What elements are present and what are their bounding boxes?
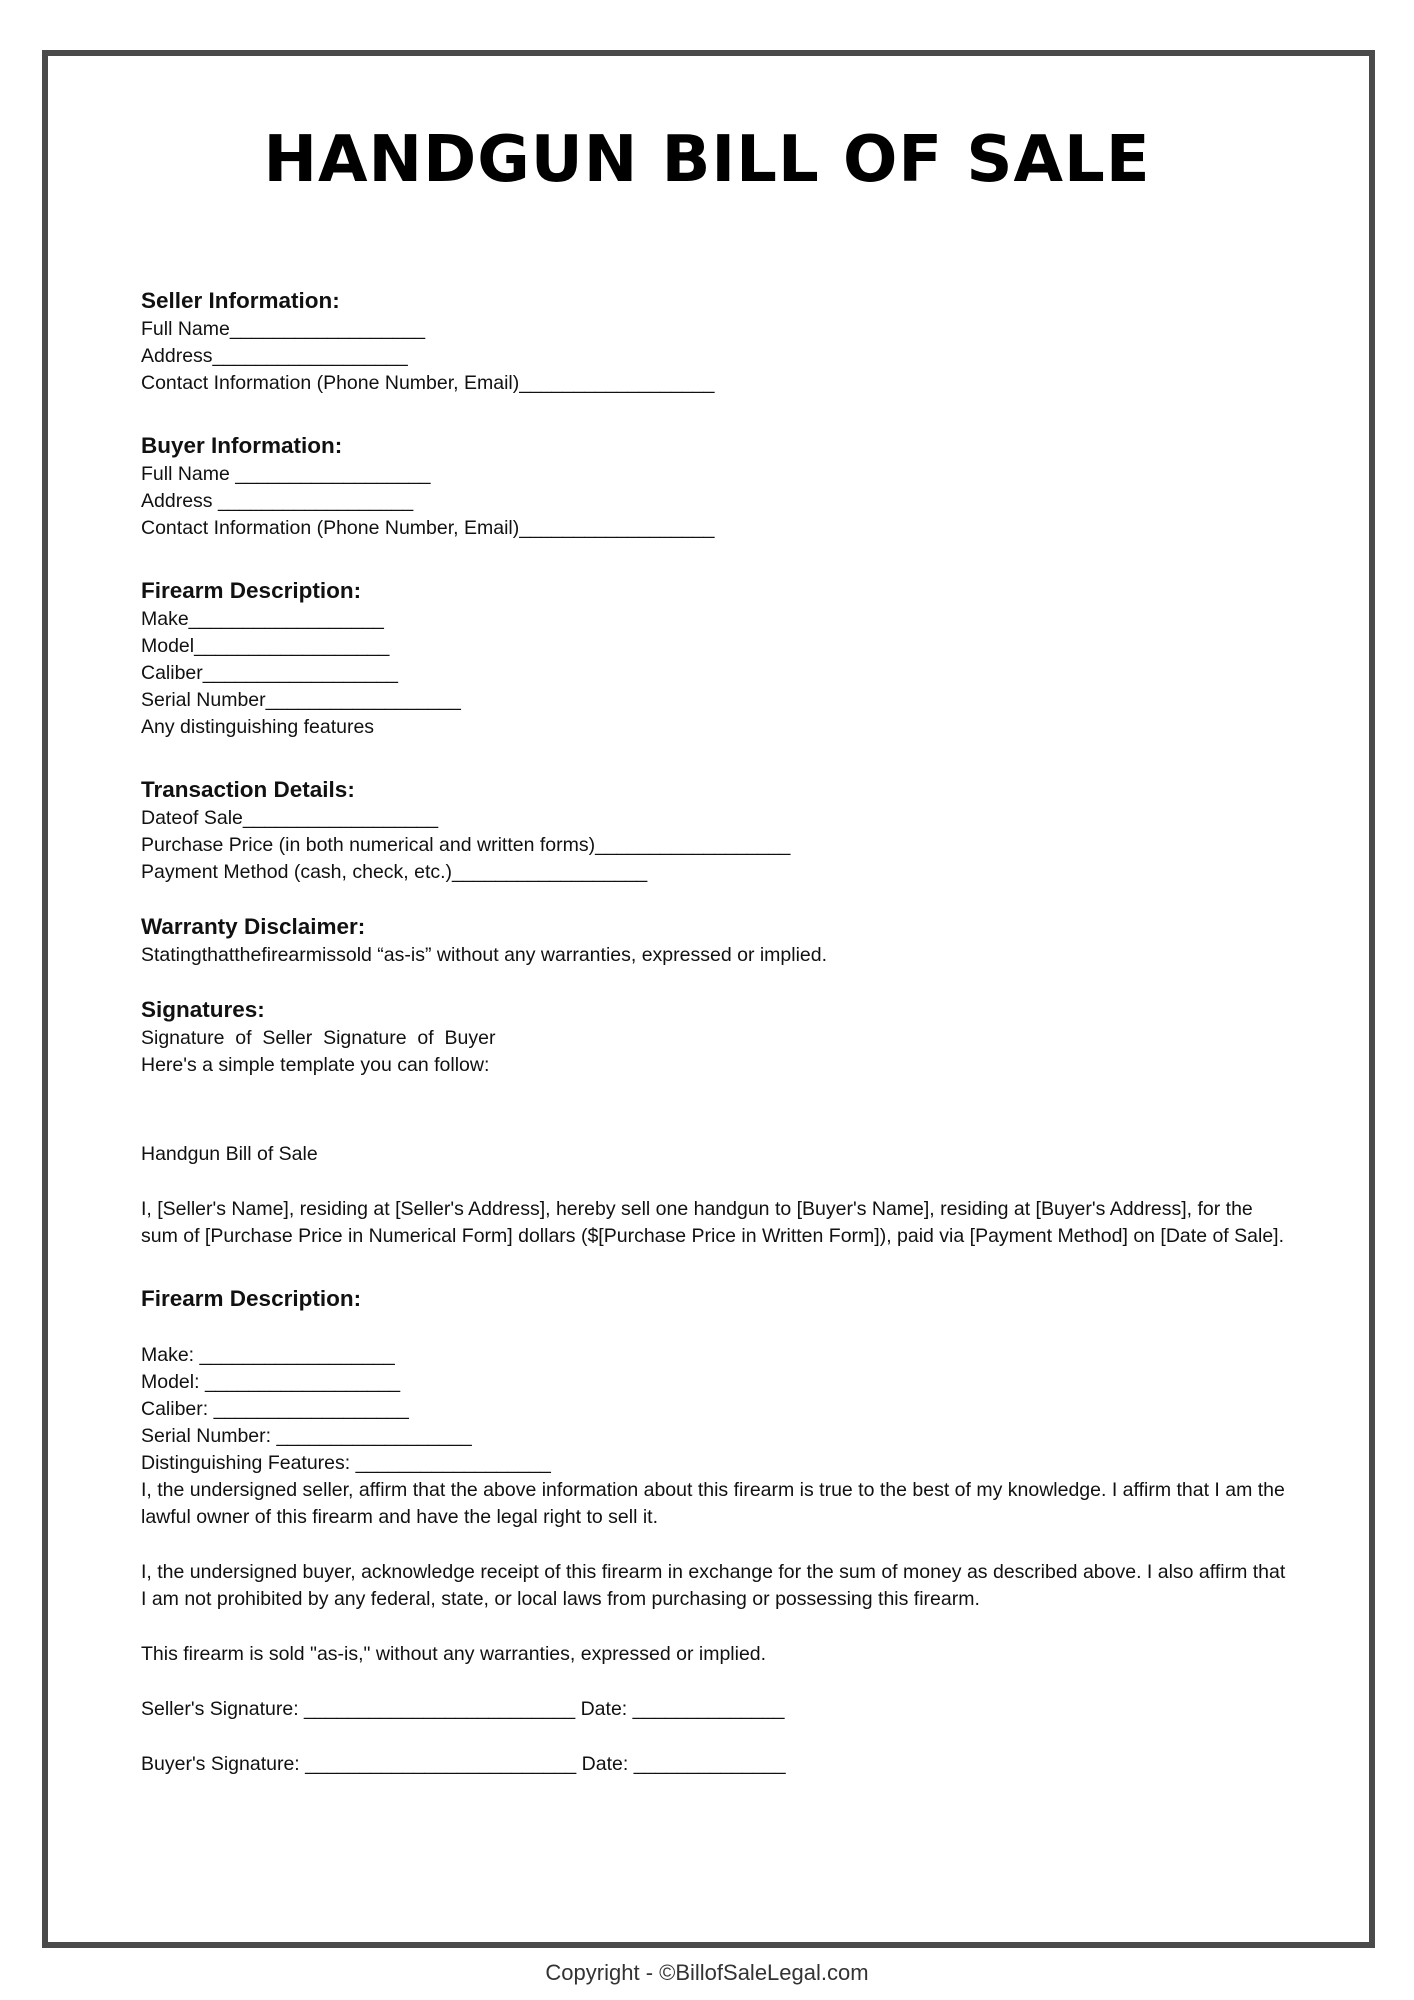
warranty-text: Statingthatthefirearmissold “as-is” without any warranties, expressed or implied. [141,944,828,966]
template-caliber-field: Caliber: __________________ [141,1398,409,1420]
transaction-price-field: Purchase Price (in both numerical and written forms)__________________ [141,834,791,856]
buyer-heading: Buyer Information: [141,433,343,458]
template-features-field: Distinguishing Features: __________________ [141,1452,551,1474]
template-intro-line: Here's a simple template you can follow: [141,1054,490,1076]
buyer-contact-field: Contact Information (Phone Number, Email)__________________ [141,517,715,539]
buyer-signature-line: Buyer's Signature: _________________________ Date: ______________ [141,1753,786,1775]
document-title: HANDGUN BILL OF SALE [263,123,1151,197]
template-title: Handgun Bill of Sale [141,1143,318,1165]
template-model-field: Model: __________________ [141,1371,401,1393]
template-firearm-heading: Firearm Description: [141,1286,362,1311]
firearm-model-field: Model__________________ [141,635,390,657]
signature-labels: Signature of Seller Signature of Buyer [141,1027,496,1049]
seller-heading: Seller Information: [141,288,340,313]
buyer-address-field: Address __________________ [141,490,414,512]
firearm-serial-field: Serial Number__________________ [141,689,461,711]
as-is-statement: This firearm is sold "as-is," without any warranties, expressed or implied. [141,1643,767,1665]
template-make-field: Make: __________________ [141,1344,395,1366]
firearm-caliber-field: Caliber__________________ [141,662,398,684]
copyright-footer: Copyright - ©BillofSaleLegal.com [545,1960,869,1985]
buyer-acknowledgement-paragraph: I, the undersigned buyer, acknowledge receipt of this firearm in exchange for the sum of money as described above. I also affirm that I am not prohibited by any federal, state, or local laws from purchasing or possessing this firearm. [141,1561,1286,1610]
template-sale-paragraph: I, [Seller's Name], residing at [Seller's Address], hereby sell one handgun to [Buyer's Name], residing at [Buyer's Address], for the sum of [Purchase Price in Numerical Form] dollars ($[Purchase Price in Written Form]), paid via [Payment Method] on [Date of Sale]. [141,1198,1284,1247]
firearm-make-field: Make__________________ [141,608,384,630]
transaction-date-field: Dateof Sale__________________ [141,807,439,829]
seller-affirmation-paragraph: I, the undersigned seller, affirm that the above information about this firearm is true to the best of my knowledge. I affirm that I am the lawful owner of this firearm and have the legal right to sell it. [141,1479,1285,1528]
signatures-heading: Signatures: [141,997,265,1022]
firearm-heading: Firearm Description: [141,578,362,603]
document-body [141,286,1291,1778]
warranty-heading: Warranty Disclaimer: [141,914,366,939]
seller-signature-line: Seller's Signature: _________________________ Date: ______________ [141,1698,785,1720]
seller-full-name-field: Full Name__________________ [141,318,426,340]
buyer-full-name-field: Full Name __________________ [141,463,431,485]
seller-contact-field: Contact Information (Phone Number, Email)__________________ [141,372,715,394]
firearm-features-field: Any distinguishing features [141,716,375,738]
transaction-payment-field: Payment Method (cash, check, etc.)__________________ [141,861,648,883]
transaction-heading: Transaction Details: [141,777,355,802]
template-serial-field: Serial Number: __________________ [141,1425,472,1447]
seller-address-field: Address__________________ [141,345,408,367]
